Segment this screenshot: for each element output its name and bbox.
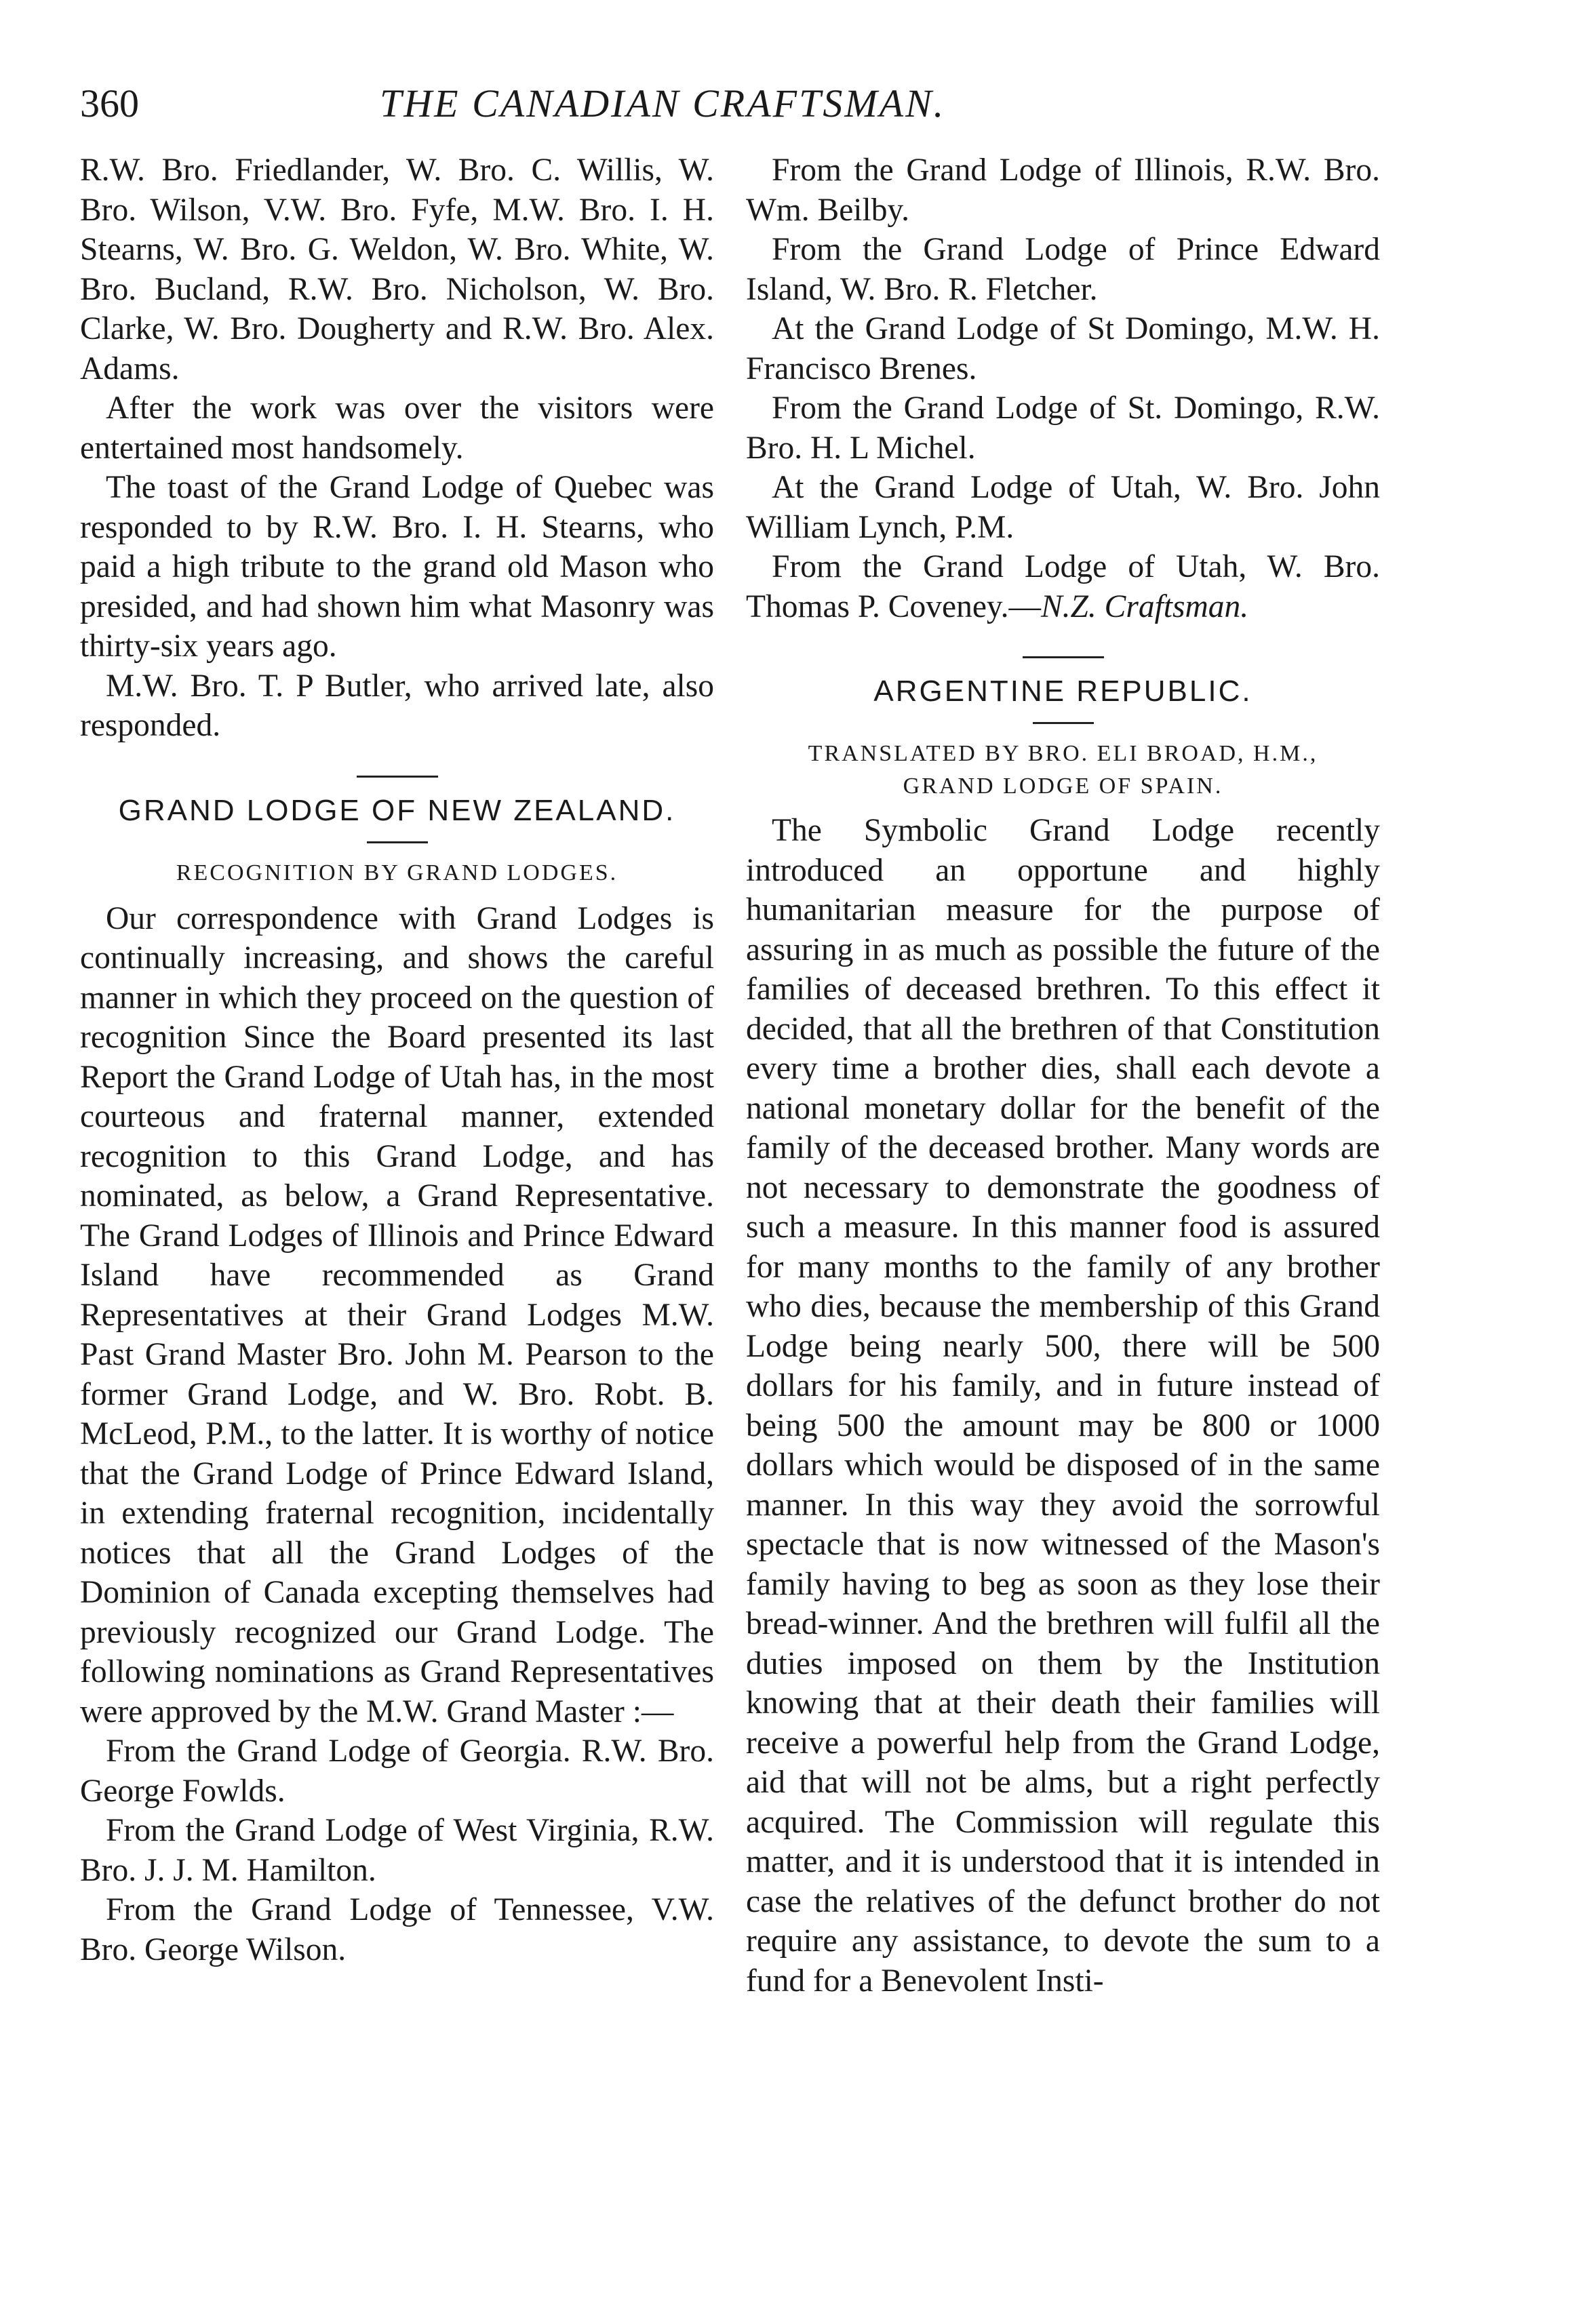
translator-lodge: GRAND LODGE OF SPAIN. — [903, 774, 1223, 799]
section-divider — [357, 776, 438, 778]
page-number: 360 — [80, 81, 139, 125]
correspondence-paragraph: Our correspondence with Grand Lodges is continually increasing, and shows the careful manner in which they proceed on the question of recognition Since the Board presented its last Report the Grand Lodge of Utah has, in the most courteous and fraternal manner, extended recognition to this Grand Lodge, and has nominated, as below, a Grand Representative. The Grand Lodges of Illinois and Prince Edward Island have recommended as Grand Representatives at their Grand Lodges M.W. Past Grand Master Bro. John M. Pearson to the former Grand Lodge, and W. Bro. Robt. B. McLeod, P.M., to the latter. It is worthy of notice that the Grand Lodge of Prince Edward Island, in extending fraternal recognition, incidentally notices that all the Grand Lodges of the Dominion of Canada excepting themselves had previously recognized our Grand Lodge. The following nominations as Grand Representatives were approved by the M.W. Grand Master :— — [80, 900, 714, 1729]
georgia-nomination: From the Grand Lodge of Georgia. R.W. Bro. George Fowlds. — [80, 1734, 714, 1809]
visitors-list-paragraph: R.W. Bro. Friedlander, W. Bro. C. Willis, W. Bro. Wilson, V.W. Bro. Fyfe, M.W. Bro. I. H. Stearns, W. Bro. G. Weldon, W. Bro. White, W. Bro. Bucland, R.W. Bro. Nicholson, W. Bro. Clarke, W. Bro. Dougherty and R.W. Bro. Alex. Adams. — [80, 153, 714, 386]
after-work-paragraph: After the work was over the visitors were entertained most handsomely. — [80, 390, 714, 466]
section-heading-new-zealand: GRAND LODGE OF NEW ZEALAND. — [118, 793, 676, 827]
west-virginia-nomination: From the Grand Lodge of West Virginia, R.W. Bro. J. J. M. Hamilton. — [80, 1813, 714, 1888]
section-heading-argentine: ARGENTINE REPUBLIC. — [873, 675, 1252, 708]
tennessee-nomination: From the Grand Lodge of Tennessee, V.W. Bro. George Wilson. — [80, 1892, 714, 1967]
toast-paragraph: The toast of the Grand Lodge of Quebec was responded to by R.W. Bro. I. H. Stearns, who paid a high tribute to the grand old Mason who presided, and had shown him what Masonry was thirty-six years ago. — [80, 470, 714, 664]
utah-from-text: From the Grand Lodge of Utah, W. Bro. Thomas P. Coveney.— — [746, 549, 1380, 624]
section-subheading: RECOGNITION BY GRAND LODGES. — [176, 860, 618, 885]
st-domingo-from-nomination: From the Grand Lodge of St. Domingo, R.W. Bro. H. L Michel. — [746, 390, 1380, 466]
right-column — [746, 151, 1380, 2001]
utah-from-nomination — [746, 547, 1380, 626]
butler-paragraph: M.W. Bro. T. P Butler, who arrived late, also responded. — [80, 668, 714, 743]
running-title: THE CANADIAN CRAFTSMAN. — [380, 81, 946, 125]
translator-byline: TRANSLATED BY BRO. ELI BROAD, H.M., — [808, 741, 1318, 766]
illinois-nomination: From the Grand Lodge of Illinois, R.W. Bro. Wm. Beilby. — [746, 153, 1380, 228]
source-citation: N.Z. Craftsman. — [1040, 588, 1249, 624]
st-domingo-at-nomination: At the Grand Lodge of St Domingo, M.W. H. Francisco Brenes. — [746, 311, 1380, 386]
heading-rule — [1033, 722, 1094, 724]
pei-nomination: From the Grand Lodge of Prince Edward Island, W. Bro. R. Fletcher. — [746, 232, 1380, 307]
heading-rule — [367, 841, 428, 843]
argentine-article-paragraph: The Symbolic Grand Lodge recently introduced an opportune and highly humanitarian measure for the purpose of assuring in as much as possible the future of the families of deceased brethren. To this effect it decided, that all the brethren of that Constitution every time a brother dies, shall each devote a national monetary dollar for the benefit of the family of the deceased brother. Many words are not necessary to demonstrate the goodness of such a measure. In this manner food is assured for many months to the family of any brother who dies, because the membership of this Grand Lodge being nearly 500, there will be 500 dollars for his family, and in future instead of being 500 the amount may be 800 or 1000 dollars which would be disposed of in the same manner. In this way they avoid the sorrowful spectacle that is now witnessed of the Mason's family having to beg as soon as they lose their bread-winner. And the brethren will fulfil all the duties imposed on them by the Institution knowing that at their death their families will receive a powerful help from the Grand Lodge, aid that will not be alms, but a right perfectly acquired. The Commission will regulate this matter, and it is understood that it is intended in case the relatives of the defunct brother do not require any assistance, to devote the sum to a fund for a Benevolent Insti- — [746, 813, 1380, 1999]
utah-at-nomination: At the Grand Lodge of Utah, W. Bro. John William Lynch, P.M. — [746, 470, 1380, 545]
section-divider — [1023, 656, 1104, 658]
left-column — [80, 151, 714, 1969]
